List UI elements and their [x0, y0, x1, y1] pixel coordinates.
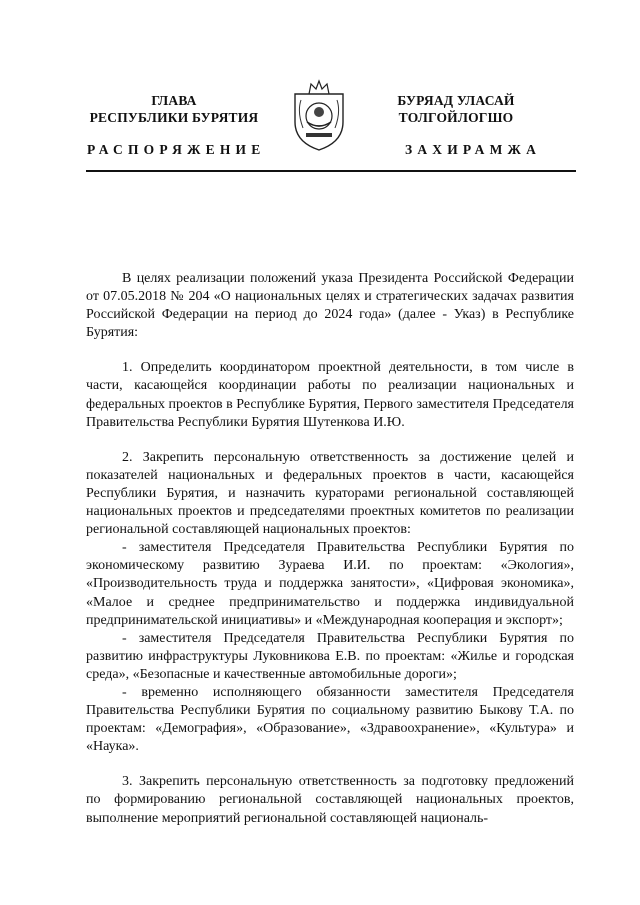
coat-of-arms-icon [289, 78, 349, 152]
doc-type-buryat: ЗАХИРАМЖА [405, 142, 542, 157]
item-2c-paragraph: - временно исполняющего обязанности заместителя Председателя Правительства Республики Бурятия по социальному развитию Быкову Т.А. по проектам: «Демография», «Образование», «Здравоохранение», «Культура» и «Наука». [86, 684, 574, 755]
header-right-block [372, 92, 540, 126]
header-left-subtitle: РЕСПУБЛИКИ БУРЯТИЯ [89, 110, 259, 125]
item-2-paragraph: 2. Закрепить персональную ответственность за достижение целей и показателей национальных и федеральных проектов в части, касающейся Республики Бурятия, и назначить кураторами региональной составляющей национальных проектов и председателями проектных комитетов по реализации региональной составляющей национальных проектов: [86, 449, 574, 538]
item-2b-paragraph: - заместителя Председателя Правительства Республики Бурятия по развитию инфраструктуры Луковникова Е.В. по проектам: «Жилье и городская среда», «Безопасные и качественные автомобильные дороги»; [86, 630, 574, 682]
header-left-block [86, 92, 262, 126]
item-1-paragraph: 1. Определить координатором проектной деятельности, в том числе в части, касающейся координации работы по реализации национальных и федеральных проектов в Республике Бурятия, Первого заместителя Председателя Правительства Республики Бурятия Шутенкова И.Ю. [86, 360, 574, 430]
header-right-subtitle: ТОЛГОЙЛОГШО [398, 110, 514, 125]
header-right-title: БУРЯАД УЛАСАЙ [397, 93, 515, 108]
doc-type-russian: РАСПОРЯЖЕНИЕ [87, 142, 266, 157]
header-left-title: ГЛАВА [151, 93, 197, 108]
header-divider [86, 170, 576, 172]
intro-paragraph: В целях реализации положений указа Президента Российской Федерации от 07.05.2018 № 204 «О национальных целях и стратегических задачах развития Российской Федерации на период до 2024 года» (далее - Указ) в Республике Бурятия: [86, 271, 574, 341]
item-2a-paragraph: - заместителя Председателя Правительства Республики Бурятия по экономическому развитию Зураева И.И. по проектам: «Экология», «Производительность труда и поддержка занятости», «Цифровая экономика», «Малое и среднее предпринимательство и поддержка индивидуальной предпринимательской инициативы» и «Международная кооперация и экспорт»; [86, 540, 574, 628]
item-3-paragraph: 3. Закрепить персональную ответственность за подготовку предложений по формированию региональной составляющей национальных проектов, выполнение мероприятий региональной составляющей националь- [86, 774, 574, 826]
document-body [86, 270, 574, 828]
